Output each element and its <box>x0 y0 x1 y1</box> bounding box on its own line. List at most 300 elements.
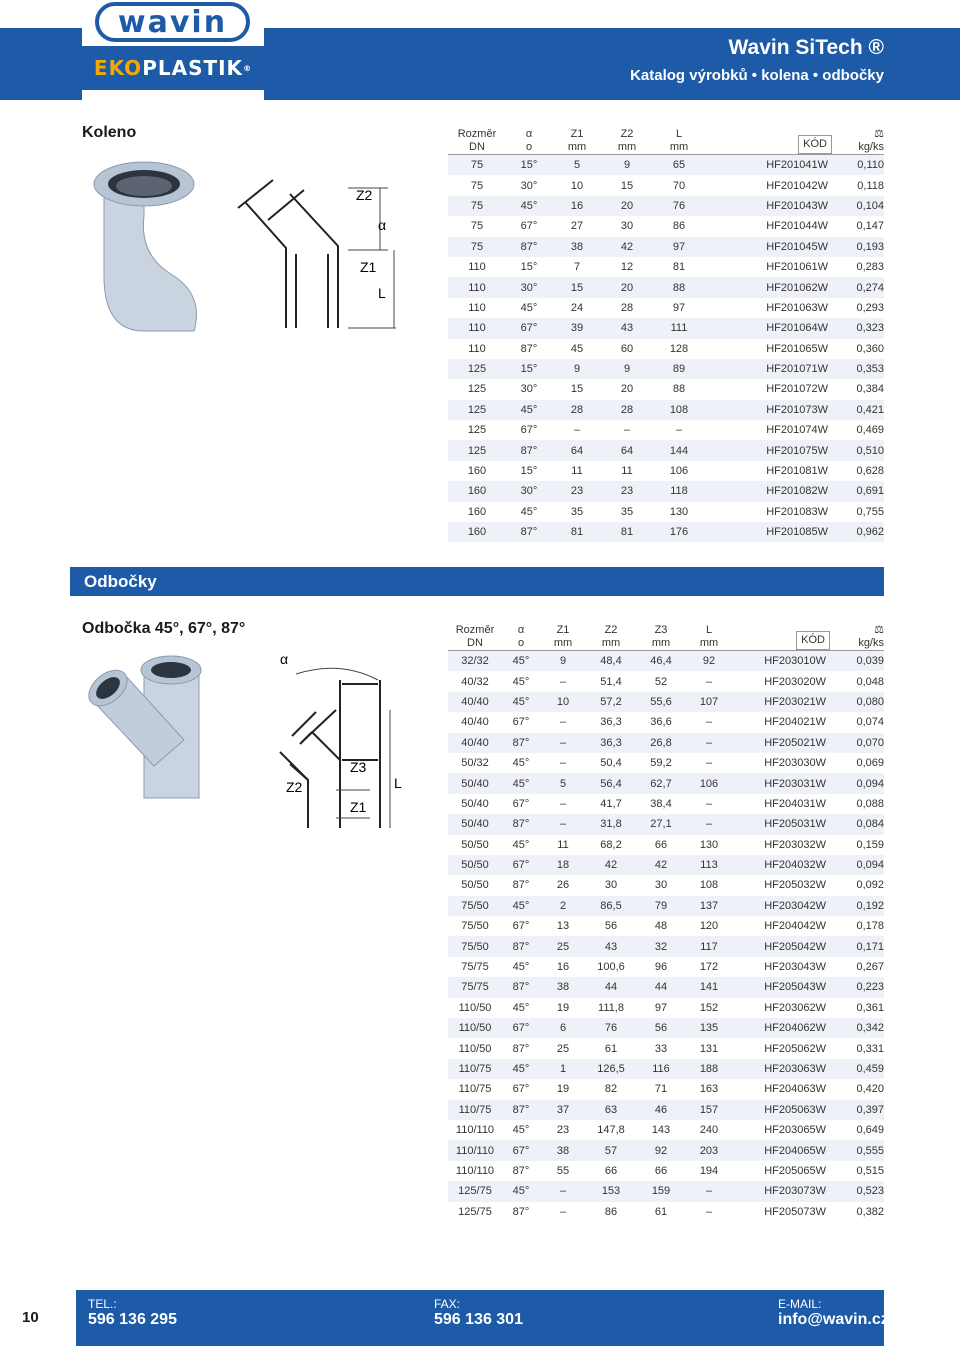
table-cell: 111 <box>652 318 706 338</box>
table-cell: 23 <box>552 481 602 501</box>
table-row <box>448 814 884 834</box>
table-cell: 48 <box>654 920 668 933</box>
table-cell: 87° <box>512 1164 530 1177</box>
table-cell: 87° <box>502 733 540 753</box>
svg-text:α: α <box>280 651 289 667</box>
table-cell: 131 <box>699 1042 719 1055</box>
weight-cell: 0,223 <box>830 977 884 997</box>
table-cell: 117 <box>686 936 732 956</box>
weight-cell: 0,382 <box>856 1205 884 1218</box>
table-cell: 110 <box>448 318 506 338</box>
product-code: HF205063W <box>732 1100 830 1120</box>
table-cell: 147,8 <box>597 1124 625 1137</box>
table-cell: 108 <box>699 879 719 892</box>
table-row <box>448 936 884 956</box>
table-cell: 97 <box>672 301 686 314</box>
table-cell: 43 <box>602 318 652 338</box>
table-cell: 203 <box>686 1140 732 1160</box>
weight-cell: 0,267 <box>856 961 884 974</box>
table-cell: 23 <box>602 481 652 501</box>
product-code: HF204021W <box>764 716 826 729</box>
table-cell: 67° <box>512 920 530 933</box>
product-code: HF201065W <box>766 342 828 355</box>
product-code: HF201074W <box>766 424 828 437</box>
table-cell: – <box>559 1205 567 1218</box>
table-row <box>448 1100 884 1120</box>
table-row <box>448 1120 884 1140</box>
table-cell: – <box>540 814 586 834</box>
svg-text:Z3: Z3 <box>350 759 367 775</box>
table-cell: 46 <box>636 1100 686 1120</box>
table-cell: 153 <box>586 1181 636 1201</box>
table-cell: 88 <box>652 277 706 297</box>
table-cell: 89 <box>652 359 706 379</box>
product-code: HF204062W <box>732 1018 830 1038</box>
table-cell: 75 <box>470 220 484 233</box>
weight-cell: 0,118 <box>857 179 884 192</box>
table-cell: 97 <box>652 237 706 257</box>
table-row <box>448 671 884 691</box>
table-cell: 15 <box>620 179 634 192</box>
table-cell: 10 <box>540 692 586 712</box>
table-cell: 57 <box>586 1140 636 1160</box>
table-cell: 92 <box>686 651 732 672</box>
table-cell: – <box>705 716 713 729</box>
table-cell: 97 <box>654 1001 668 1014</box>
table-cell: 35 <box>570 505 584 518</box>
branch-drawing <box>270 640 420 836</box>
table-cell: 86,5 <box>586 896 636 916</box>
table-cell: – <box>540 1181 586 1201</box>
table-cell: 110/110 <box>455 1164 495 1177</box>
table-row <box>448 379 884 399</box>
product-code: HF203010W <box>732 651 830 672</box>
weight-cell: 0,523 <box>830 1181 884 1201</box>
table-cell: 11 <box>557 838 569 851</box>
table-cell: 110 <box>468 301 486 314</box>
weight-icon: ⚖ <box>874 128 884 140</box>
table-row <box>448 277 884 297</box>
table-row <box>448 1181 884 1201</box>
table-cell: 125 <box>448 400 506 420</box>
table-cell: 75/50 <box>461 920 489 933</box>
table-cell: 87° <box>506 440 552 460</box>
table-cell: 67° <box>520 424 538 437</box>
product-code: HF204063W <box>764 1083 826 1096</box>
table-cell: 86 <box>604 1205 618 1218</box>
table-cell: 36,3 <box>586 733 636 753</box>
weight-cell: 0,384 <box>856 383 884 396</box>
table-cell: 2 <box>540 896 586 916</box>
table-cell: 92 <box>636 1140 686 1160</box>
table-cell: 67° <box>512 1083 530 1096</box>
table-cell: 45° <box>512 838 530 851</box>
odbocka-table <box>448 616 884 1222</box>
table-cell: – <box>573 424 581 437</box>
table-cell: 45° <box>506 400 552 420</box>
table-cell: 9 <box>602 359 652 379</box>
table-cell: 13 <box>556 920 570 933</box>
table-cell: 87° <box>502 936 540 956</box>
table-cell: 87° <box>502 814 540 834</box>
table-cell: 56 <box>636 1018 686 1038</box>
table-cell: 125/75 <box>458 1205 492 1218</box>
product-code: HF203031W <box>732 773 830 793</box>
table-row <box>448 216 884 236</box>
product-code: HF201045W <box>706 237 832 257</box>
table-cell: 70 <box>672 179 686 192</box>
table-row <box>448 835 884 855</box>
table-cell: – <box>705 675 713 688</box>
table-cell: 79 <box>636 896 686 916</box>
table-cell: 50/40 <box>448 773 502 793</box>
table-cell: 160 <box>448 481 506 501</box>
weight-cell: 0,962 <box>832 522 884 542</box>
svg-text:Z2: Z2 <box>286 779 303 795</box>
table-cell: 45° <box>502 692 540 712</box>
table-cell: 50/50 <box>461 879 489 892</box>
table-cell: 50/50 <box>461 838 489 851</box>
table-cell: 45° <box>502 1181 540 1201</box>
weight-cell: 0,353 <box>832 359 884 379</box>
table-cell: – <box>686 733 732 753</box>
table-row <box>448 794 884 814</box>
table-cell: 44 <box>636 977 686 997</box>
table-cell: 42 <box>636 855 686 875</box>
table-row <box>448 522 884 542</box>
table-cell: 75 <box>448 155 506 176</box>
table-cell: 18 <box>540 855 586 875</box>
weight-cell: 0,094 <box>830 773 884 793</box>
table-row <box>448 1079 884 1099</box>
table-header: Rozměr DN α o Z1 mm Z2 mm Z3 mm L mm KÓD ⚖ kg/ks <box>448 616 884 651</box>
table-row <box>448 298 884 318</box>
product-code: HF201072W <box>766 383 828 396</box>
table-cell: 75/75 <box>461 961 489 974</box>
table-cell: 45° <box>502 651 540 672</box>
weight-cell: 0,628 <box>856 465 884 478</box>
email-label: E-MAIL: <box>778 1297 822 1311</box>
table-cell: 40/40 <box>448 692 502 712</box>
product-code: HF203062W <box>764 1001 826 1014</box>
product-code: HF203042W <box>732 896 830 916</box>
product-code: HF201064W <box>706 318 832 338</box>
table-row <box>448 461 884 481</box>
table-cell: 125 <box>467 424 487 437</box>
table-cell: 67° <box>502 1018 540 1038</box>
weight-cell: 0,110 <box>832 155 884 176</box>
table-cell: 59,2 <box>650 757 672 770</box>
table-cell: 45° <box>502 1059 540 1079</box>
table-cell: 130 <box>699 838 719 851</box>
weight-cell: 0,193 <box>832 237 884 257</box>
weight-cell: 0,039 <box>830 651 884 672</box>
table-cell: 76 <box>586 1018 636 1038</box>
table-row <box>448 359 884 379</box>
table-row <box>448 875 884 895</box>
table-cell: 40/32 <box>461 675 489 688</box>
table-cell: 188 <box>686 1059 732 1079</box>
table-cell: 152 <box>699 1001 719 1014</box>
section-title-koleno: Koleno <box>82 124 137 141</box>
weight-cell: 0,283 <box>856 261 884 274</box>
weight-cell: 0,094 <box>830 855 884 875</box>
table-row <box>448 237 884 257</box>
table-cell: – <box>623 424 631 437</box>
weight-cell: 0,331 <box>856 1042 884 1055</box>
table-cell: 7 <box>573 261 581 274</box>
table-cell: 50,4 <box>600 757 622 770</box>
wavin-logo: wavin <box>95 2 250 42</box>
table-cell: 19 <box>556 1083 570 1096</box>
product-code: HF203073W <box>732 1181 830 1201</box>
table-cell: 30 <box>654 879 668 892</box>
table-cell: 48,4 <box>586 651 636 672</box>
fax-label: FAX: <box>434 1297 461 1311</box>
table-cell: 62,7 <box>636 773 686 793</box>
table-cell: 67° <box>512 797 530 810</box>
email-value: info@wavin.cz <box>778 1311 889 1328</box>
product-code: HF201081W <box>766 465 828 478</box>
table-cell: 81 <box>672 261 686 274</box>
product-code: HF204032W <box>732 855 830 875</box>
table-cell: 67° <box>502 855 540 875</box>
table-cell: 125 <box>448 359 506 379</box>
table-cell: 194 <box>699 1164 719 1177</box>
table-cell: – <box>705 1205 713 1218</box>
table-cell: 87° <box>502 1100 540 1120</box>
product-code: HF205042W <box>732 936 830 956</box>
page-number: 10 <box>22 1309 39 1326</box>
table-cell: 110/50 <box>458 1042 492 1055</box>
weight-cell: 0,515 <box>856 1164 884 1177</box>
weight-cell: 0,048 <box>856 675 884 688</box>
table-cell: 75 <box>448 196 506 216</box>
product-code: HF205065W <box>764 1164 826 1177</box>
table-row <box>448 773 884 793</box>
table-row <box>448 855 884 875</box>
table-cell: 110 <box>468 261 486 274</box>
table-cell: 108 <box>652 400 706 420</box>
table-cell: 28 <box>620 301 634 314</box>
table-row <box>448 1202 884 1222</box>
table-cell: 43 <box>586 936 636 956</box>
table-cell: 23 <box>556 1124 570 1137</box>
table-cell: 37 <box>540 1100 586 1120</box>
page-header <box>0 0 960 100</box>
table-cell: 75/50 <box>448 936 502 956</box>
company-logo <box>82 0 264 100</box>
elbow-drawing <box>228 158 408 336</box>
weight-cell: 0,397 <box>830 1100 884 1120</box>
ekoplastik-logo: EKO PLASTIK ® <box>82 46 264 90</box>
table-cell: 126,5 <box>586 1059 636 1079</box>
product-code: HF203043W <box>764 961 826 974</box>
product-code: HF204042W <box>764 920 826 933</box>
table-cell: 45° <box>502 773 540 793</box>
table-cell: 50/50 <box>448 855 502 875</box>
table-cell: 141 <box>686 977 732 997</box>
table-cell: 125/75 <box>448 1181 502 1201</box>
table-cell: 106 <box>686 773 732 793</box>
weight-cell: 0,469 <box>856 424 884 437</box>
table-row <box>448 1140 884 1160</box>
weight-cell: 0,555 <box>830 1140 884 1160</box>
table-cell: 87° <box>502 977 540 997</box>
weight-cell: 0,361 <box>856 1001 884 1014</box>
weight-cell: 0,323 <box>832 318 884 338</box>
section-band-odbocky: Odbočky <box>70 567 884 596</box>
elbow-photo <box>84 156 214 336</box>
table-cell: 52 <box>654 675 668 688</box>
product-code: HF201062W <box>706 277 832 297</box>
product-code: HF205073W <box>764 1205 826 1218</box>
product-code: HF201082W <box>706 481 832 501</box>
weight-cell: 0,084 <box>830 814 884 834</box>
svg-text:Z1: Z1 <box>350 799 367 815</box>
table-cell: 15 <box>570 383 584 396</box>
table-cell: 32/32 <box>448 651 502 672</box>
table-row <box>448 400 884 420</box>
table-cell: 41,7 <box>600 797 622 810</box>
table-cell: – <box>675 424 683 437</box>
table-cell: – <box>705 797 713 810</box>
product-code: HF205021W <box>732 733 830 753</box>
table-cell: 110/110 <box>448 1140 502 1160</box>
table-cell: 107 <box>686 692 732 712</box>
table-cell: 39 <box>552 318 602 338</box>
table-cell: 106 <box>669 465 689 478</box>
table-row <box>448 651 884 672</box>
table-cell: 46,4 <box>636 651 686 672</box>
table-row <box>448 957 884 977</box>
table-cell: 87° <box>506 522 552 542</box>
table-cell: 28 <box>552 400 602 420</box>
weight-cell: 0,088 <box>856 797 884 810</box>
table-cell: 96 <box>654 961 668 974</box>
product-code: HF201075W <box>706 440 832 460</box>
table-cell: 87° <box>506 237 552 257</box>
table-cell: 45 <box>570 342 584 355</box>
table-row <box>448 712 884 732</box>
table-cell: 66 <box>654 1164 668 1177</box>
table-row <box>448 1018 884 1038</box>
table-cell: 160 <box>448 522 506 542</box>
section-title-odbocka: Odbočka 45°, 67°, 87° <box>82 620 246 637</box>
table-cell: – <box>559 675 567 688</box>
product-code: HF201085W <box>706 522 832 542</box>
table-cell: 31,8 <box>586 814 636 834</box>
table-cell: 144 <box>652 440 706 460</box>
table-cell: 118 <box>652 481 706 501</box>
koleno-table <box>448 120 884 542</box>
table-cell: 67° <box>520 220 538 233</box>
table-cell: 160 <box>467 465 487 478</box>
table-cell: 30° <box>520 383 538 396</box>
table-cell: 110/75 <box>448 1059 502 1079</box>
table-cell: 12 <box>620 261 634 274</box>
table-cell: 27 <box>570 220 584 233</box>
product-code: HF205032W <box>764 879 826 892</box>
table-cell: 75/75 <box>448 977 502 997</box>
table-cell: 45° <box>512 675 530 688</box>
weight-cell: 0,192 <box>830 896 884 916</box>
weight-cell: 0,092 <box>856 879 884 892</box>
table-cell: 86 <box>672 220 686 233</box>
table-cell: 87° <box>512 879 530 892</box>
table-cell: 113 <box>686 855 732 875</box>
table-cell: 38 <box>540 1140 586 1160</box>
table-cell: 42 <box>602 237 652 257</box>
product-code: HF203020W <box>764 675 826 688</box>
table-cell: 60 <box>620 342 634 355</box>
weight-cell: 0,421 <box>832 400 884 420</box>
table-cell: 9 <box>540 651 586 672</box>
catalog-subtitle: Katalog výrobků • kolena • odbočky <box>630 67 884 84</box>
table-cell: 143 <box>651 1124 671 1137</box>
table-cell: 20 <box>620 383 634 396</box>
table-cell: 68,2 <box>600 838 622 851</box>
table-cell: 5 <box>540 773 586 793</box>
weight-cell: 0,104 <box>832 196 884 216</box>
table-cell: 57,2 <box>586 692 636 712</box>
table-cell: 159 <box>636 1181 686 1201</box>
table-cell: 45° <box>520 301 538 314</box>
table-cell: 163 <box>699 1083 719 1096</box>
table-cell: 26,8 <box>636 733 686 753</box>
product-code: HF201041W <box>706 155 832 176</box>
table-cell: 110/50 <box>458 1001 492 1014</box>
table-cell: – <box>686 1181 732 1201</box>
table-cell: 66 <box>604 1164 618 1177</box>
svg-text:L: L <box>394 775 402 791</box>
weight-cell: 0,420 <box>856 1083 884 1096</box>
table-cell: 20 <box>602 196 652 216</box>
weight-cell: 0,510 <box>832 440 884 460</box>
table-cell: 240 <box>699 1124 719 1137</box>
svg-text:Z2: Z2 <box>356 187 373 203</box>
table-header: Rozměr DN α o Z1 mm Z2 mm L mm KÓD ⚖ kg/ks <box>448 120 884 155</box>
weight-cell: 0,159 <box>856 838 884 851</box>
table-cell: 110/50 <box>448 1018 502 1038</box>
table-cell: 67° <box>506 318 552 338</box>
product-code: HF201083W <box>766 505 828 518</box>
table-row <box>448 502 884 522</box>
table-cell: 65 <box>652 155 706 176</box>
catalog-brand-title: Wavin SiTech ® <box>728 36 884 59</box>
table-cell: 76 <box>652 196 706 216</box>
table-cell: 82 <box>604 1083 618 1096</box>
table-cell: 87° <box>512 1042 530 1055</box>
table-cell: 75/50 <box>448 896 502 916</box>
table-cell: 63 <box>586 1100 636 1120</box>
table-cell: 110 <box>448 277 506 297</box>
tel-value: 596 136 295 <box>88 1311 177 1328</box>
table-cell: 15° <box>506 155 552 176</box>
table-cell: 88 <box>672 383 686 396</box>
product-code: HF201043W <box>706 196 832 216</box>
table-cell: 45° <box>512 1001 530 1014</box>
table-cell: – <box>559 716 567 729</box>
svg-text:Z1: Z1 <box>360 259 377 275</box>
table-cell: 55 <box>556 1164 570 1177</box>
product-code: HF201073W <box>706 400 832 420</box>
table-cell: 27,1 <box>636 814 686 834</box>
table-cell: 87° <box>520 342 538 355</box>
product-code: HF203063W <box>732 1059 830 1079</box>
product-code: HF204065W <box>732 1140 830 1160</box>
table-row <box>448 196 884 216</box>
